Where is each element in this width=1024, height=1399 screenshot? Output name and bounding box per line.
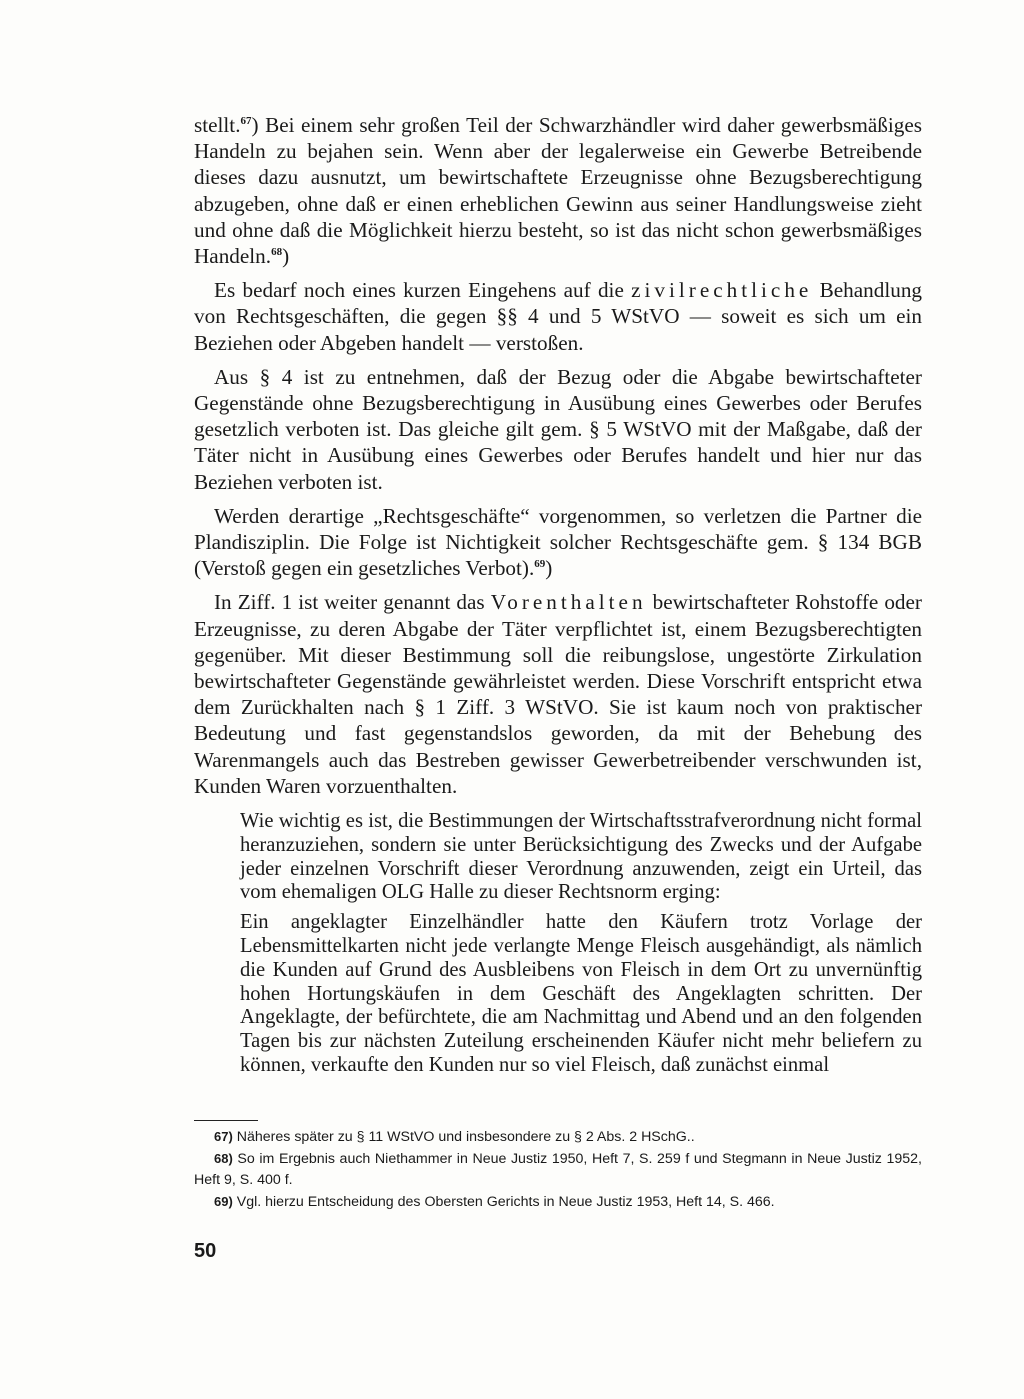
emphasis-spaced: Vorenthalten xyxy=(490,590,647,615)
main-text xyxy=(194,112,922,807)
footnote-ref-68: 68 xyxy=(271,245,283,258)
footnote-ref-69: 69 xyxy=(534,558,546,571)
footnote-67 xyxy=(194,1126,922,1148)
page-number: 50 xyxy=(194,1240,217,1262)
footnote-text: Vgl. hierzu Entscheidung des Obersten Gerichts in Neue Justiz 1953, Heft 14, S. 466. xyxy=(236,1194,775,1210)
quote-paragraph-2: Ein angeklagter Einzelhändler hatte den Käufern trotz Vorlage der Lebensmittelkarten nicht jede verlangte Menge Fleisch ausgehändigt, als nämlich die Kunden auf Grund des Ausbleibens von Fleisch in dem Ort zu unvernünftig hohen Hortungskäufen in dem Geschäft des Angeklagten schritten. Der Angeklagte, der befürchtete, die am Nachmittag und Abend und an den folgenden Tagen bis zur nächsten Zuteilung erscheinenden Käufer nicht mehr beliefern zu können, verkaufte den Kunden nur so viel Fleisch, daß zunächst einmal xyxy=(240,911,922,1076)
indented-quote xyxy=(240,810,922,1084)
text-run: Werden derartige „Rechtsgeschäfte“ vorgenommen, so verletzen die Partner die Plandisziplin. Die Folge ist Nichtigkeit solcher Rechtsgeschäfte gem. § 134 BGB (Verstoß gegen ein gesetzliches Verbot). xyxy=(194,503,922,581)
text-run: ) xyxy=(545,556,553,581)
footnote-number: 67) xyxy=(214,1129,233,1144)
emphasis-spaced: zivilrechtliche xyxy=(631,278,813,303)
paragraph-4 xyxy=(194,503,922,582)
text-run: ) xyxy=(282,244,290,269)
paragraph-3: Aus § 4 ist zu entnehmen, daß der Bezug oder die Abgabe bewirtschafteter Gegenstände ohne Bezugsberechtigung in Ausübung eines Gewerbes oder Berufes gesetzlich verboten ist. Das gleiche gilt gem. § 5 WStVO mit der Maßgabe, daß der Täter nicht in Ausübung eines Gewerbes oder Berufes handelt und hier nur das Beziehen verboten ist. xyxy=(194,364,922,494)
text-run: In Ziff. 1 ist weiter genannt das xyxy=(214,590,491,615)
text-run: bewirtschafteter Rohstoffe oder Erzeugnisse, zu deren Abgabe der Täter verpflichtet ist, einem Bezugsberechtigten gegenüber. Mit dieser Bestimmung soll die reibungslose, ungestörte Zirkulation bewirtschafteter Gegenstände gewährleistet werden. Diese Vorschrift entspricht etwa dem Zurückhalten nach § 1 Ziff. 3 WStVO. Sie ist kaum noch von praktischer Bedeutung und fast gegenstandslos geworden, da mit der Behebung des Warenmangels auch das Bestreben gewisser Gewerbetreibender verschwunden ist, Kunden Waren vorzuenthalten. xyxy=(194,590,922,798)
footnote-69 xyxy=(194,1191,922,1213)
paragraph-1 xyxy=(194,112,922,269)
footnote-number: 69) xyxy=(214,1194,233,1209)
footnote-68 xyxy=(194,1148,922,1191)
footnote-ref-67: 67 xyxy=(240,114,252,127)
text-run: Behandlung von Rechtsgeschäften, die gegen §§ 4 und 5 WStVO — soweit es sich um ein Beziehen oder Abgeben handelt — verstoßen. xyxy=(194,278,923,355)
footnote-text: So im Ergebnis auch Niethammer in Neue Justiz 1950, Heft 7, S. 259 f und Stegmann in Neue Justiz 1952, Heft 9, S. 400 f. xyxy=(194,1151,922,1188)
footnote-divider xyxy=(194,1120,258,1121)
text-run: stellt. xyxy=(194,113,241,137)
footnote-text: Näheres später zu § 11 WStVO und insbesondere zu § 2 Abs. 2 HSchG.. xyxy=(236,1129,695,1145)
paragraph-2 xyxy=(194,277,922,356)
text-run: ) Bei einem sehr großen Teil der Schwarzhändler wird daher gewerbsmäßiges Handeln zu bejahen sein. Wenn aber der legalerweise ein Gewerbe Betreibende dieses dazu ausnutzt, um bewirtschaftete Erzeugnisse ohne Bezugsberechtigung abzugeben, ohne daß er einen erheblichen Gewinn aus seiner Handlungsweise zieht und ohne daß die Möglichkeit hierzu besteht, so ist das nicht schon gewerbsmäßiges Handeln. xyxy=(194,113,922,269)
quote-paragraph-1: Wie wichtig es ist, die Bestimmungen der Wirtschaftsstrafverordnung nicht formal heranzuziehen, sondern sie unter Berücksichtigung des Zwecks und der Aufgabe jeder einzelnen Vorschrift dieser Verordnung anzuwenden, zeigt ein Urteil, das vom ehemaligen OLG Halle zu dieser Rechtsnorm erging: xyxy=(240,810,922,904)
footnote-number: 68) xyxy=(214,1151,233,1166)
footnotes xyxy=(194,1126,922,1213)
paragraph-5 xyxy=(194,589,922,799)
text-run: Es bedarf noch eines kurzen Eingehens auf die xyxy=(214,278,632,303)
